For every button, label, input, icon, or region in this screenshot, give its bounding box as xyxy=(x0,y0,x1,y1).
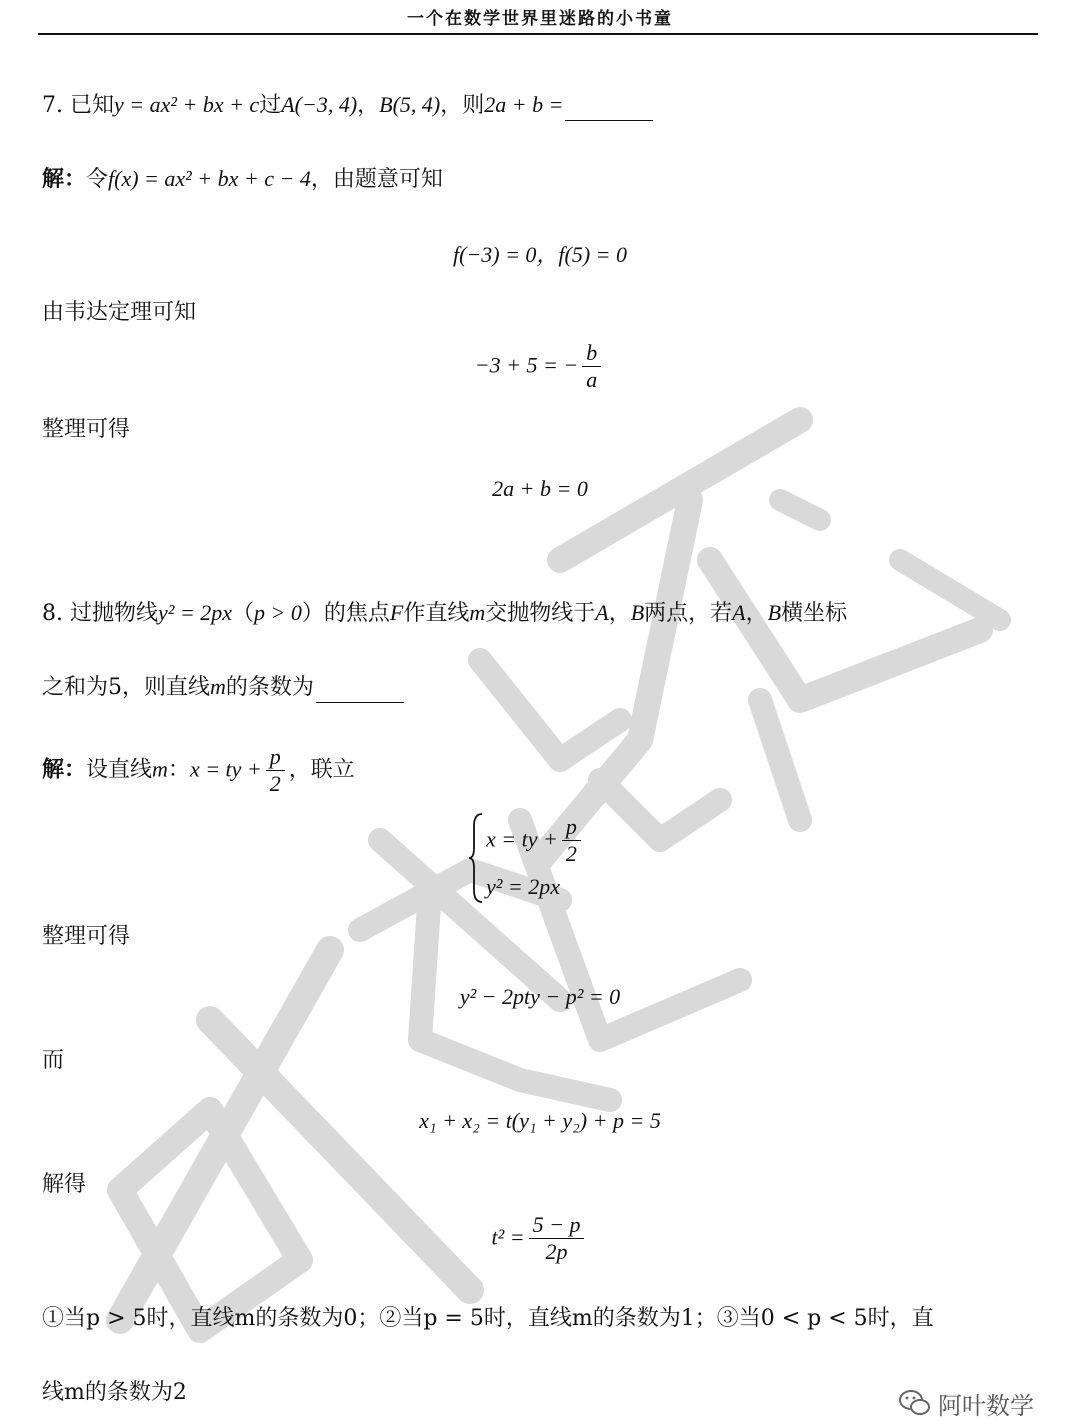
wechat-icon xyxy=(898,1388,932,1418)
header-divider xyxy=(38,33,1038,35)
q8-solve-text: 解得 xyxy=(42,1172,87,1197)
q8-eq4: y² − 2pty − p² = 0 xyxy=(459,984,621,1009)
q8-tidy-text: 整理可得 xyxy=(42,924,131,949)
q8-and-text: 而 xyxy=(42,1048,65,1073)
q7-tidy-text: 整理可得 xyxy=(42,417,131,442)
fraction: $\frac{5 - p}{2p}$ xyxy=(529,1212,585,1265)
q8-solution-intro: 解：设直线m：x = ty + $\frac{p}{2}$ ，联立 xyxy=(42,744,355,796)
wechat-account-name: 阿叶数学 xyxy=(938,1392,1034,1420)
answer-blank xyxy=(565,98,653,121)
q7-solution-intro: 解：令f(x) = ax² + bx + c − 4，由题意可知 xyxy=(42,166,443,192)
q7-eq3: 2a + b = 0 xyxy=(492,476,588,501)
answer-blank xyxy=(316,680,404,703)
fraction: $\frac{p}{2}$ xyxy=(562,814,581,867)
q8-eq6: t² = $\frac{5 - p}{2p}$ xyxy=(0,1212,1080,1265)
system-row-2: y² = 2px xyxy=(486,874,560,899)
fraction: $\frac{p}{2}$ xyxy=(266,744,285,797)
q8-stem-line1: 8. 过抛物线y² = 2px（p > 0）的焦点F作直线m交抛物线于A，B两点，若A，B横坐标 xyxy=(42,600,848,626)
q7-eq1: f(−3) = 0，f(5) = 0 xyxy=(452,242,628,267)
q7-vieta-text: 由韦达定理可知 xyxy=(42,300,197,325)
q7-stem: 7. 已知y = ax² + bx + c过A(−3, 4)，B(5, 4)，则2a + b = xyxy=(42,90,653,121)
q8-cases-line1: ①当p > 5时，直线m的条数为0；②当p = 5时，直线m的条数为1；③当0 < p < 5时，直 xyxy=(42,1306,934,1331)
q7-eq2: −3 + 5 = − $\frac{b}{a}$ xyxy=(0,340,1080,393)
system-row-1: x = ty + $\frac{p}{2}$ xyxy=(486,814,585,867)
q8-stem-line2: 之和为5，则直线m的条数为 xyxy=(42,672,404,703)
left-brace-icon xyxy=(468,812,484,904)
q8-eq5: x₁ + x₂ = t(y₁ + y₂) + p = 5 xyxy=(419,1108,661,1133)
fraction: $\frac{b}{a}$ xyxy=(582,340,601,393)
page-header: 一个在数学世界里迷路的小书童 xyxy=(407,9,673,29)
q8-cases-line2: 线m的条数为2 xyxy=(42,1380,187,1405)
